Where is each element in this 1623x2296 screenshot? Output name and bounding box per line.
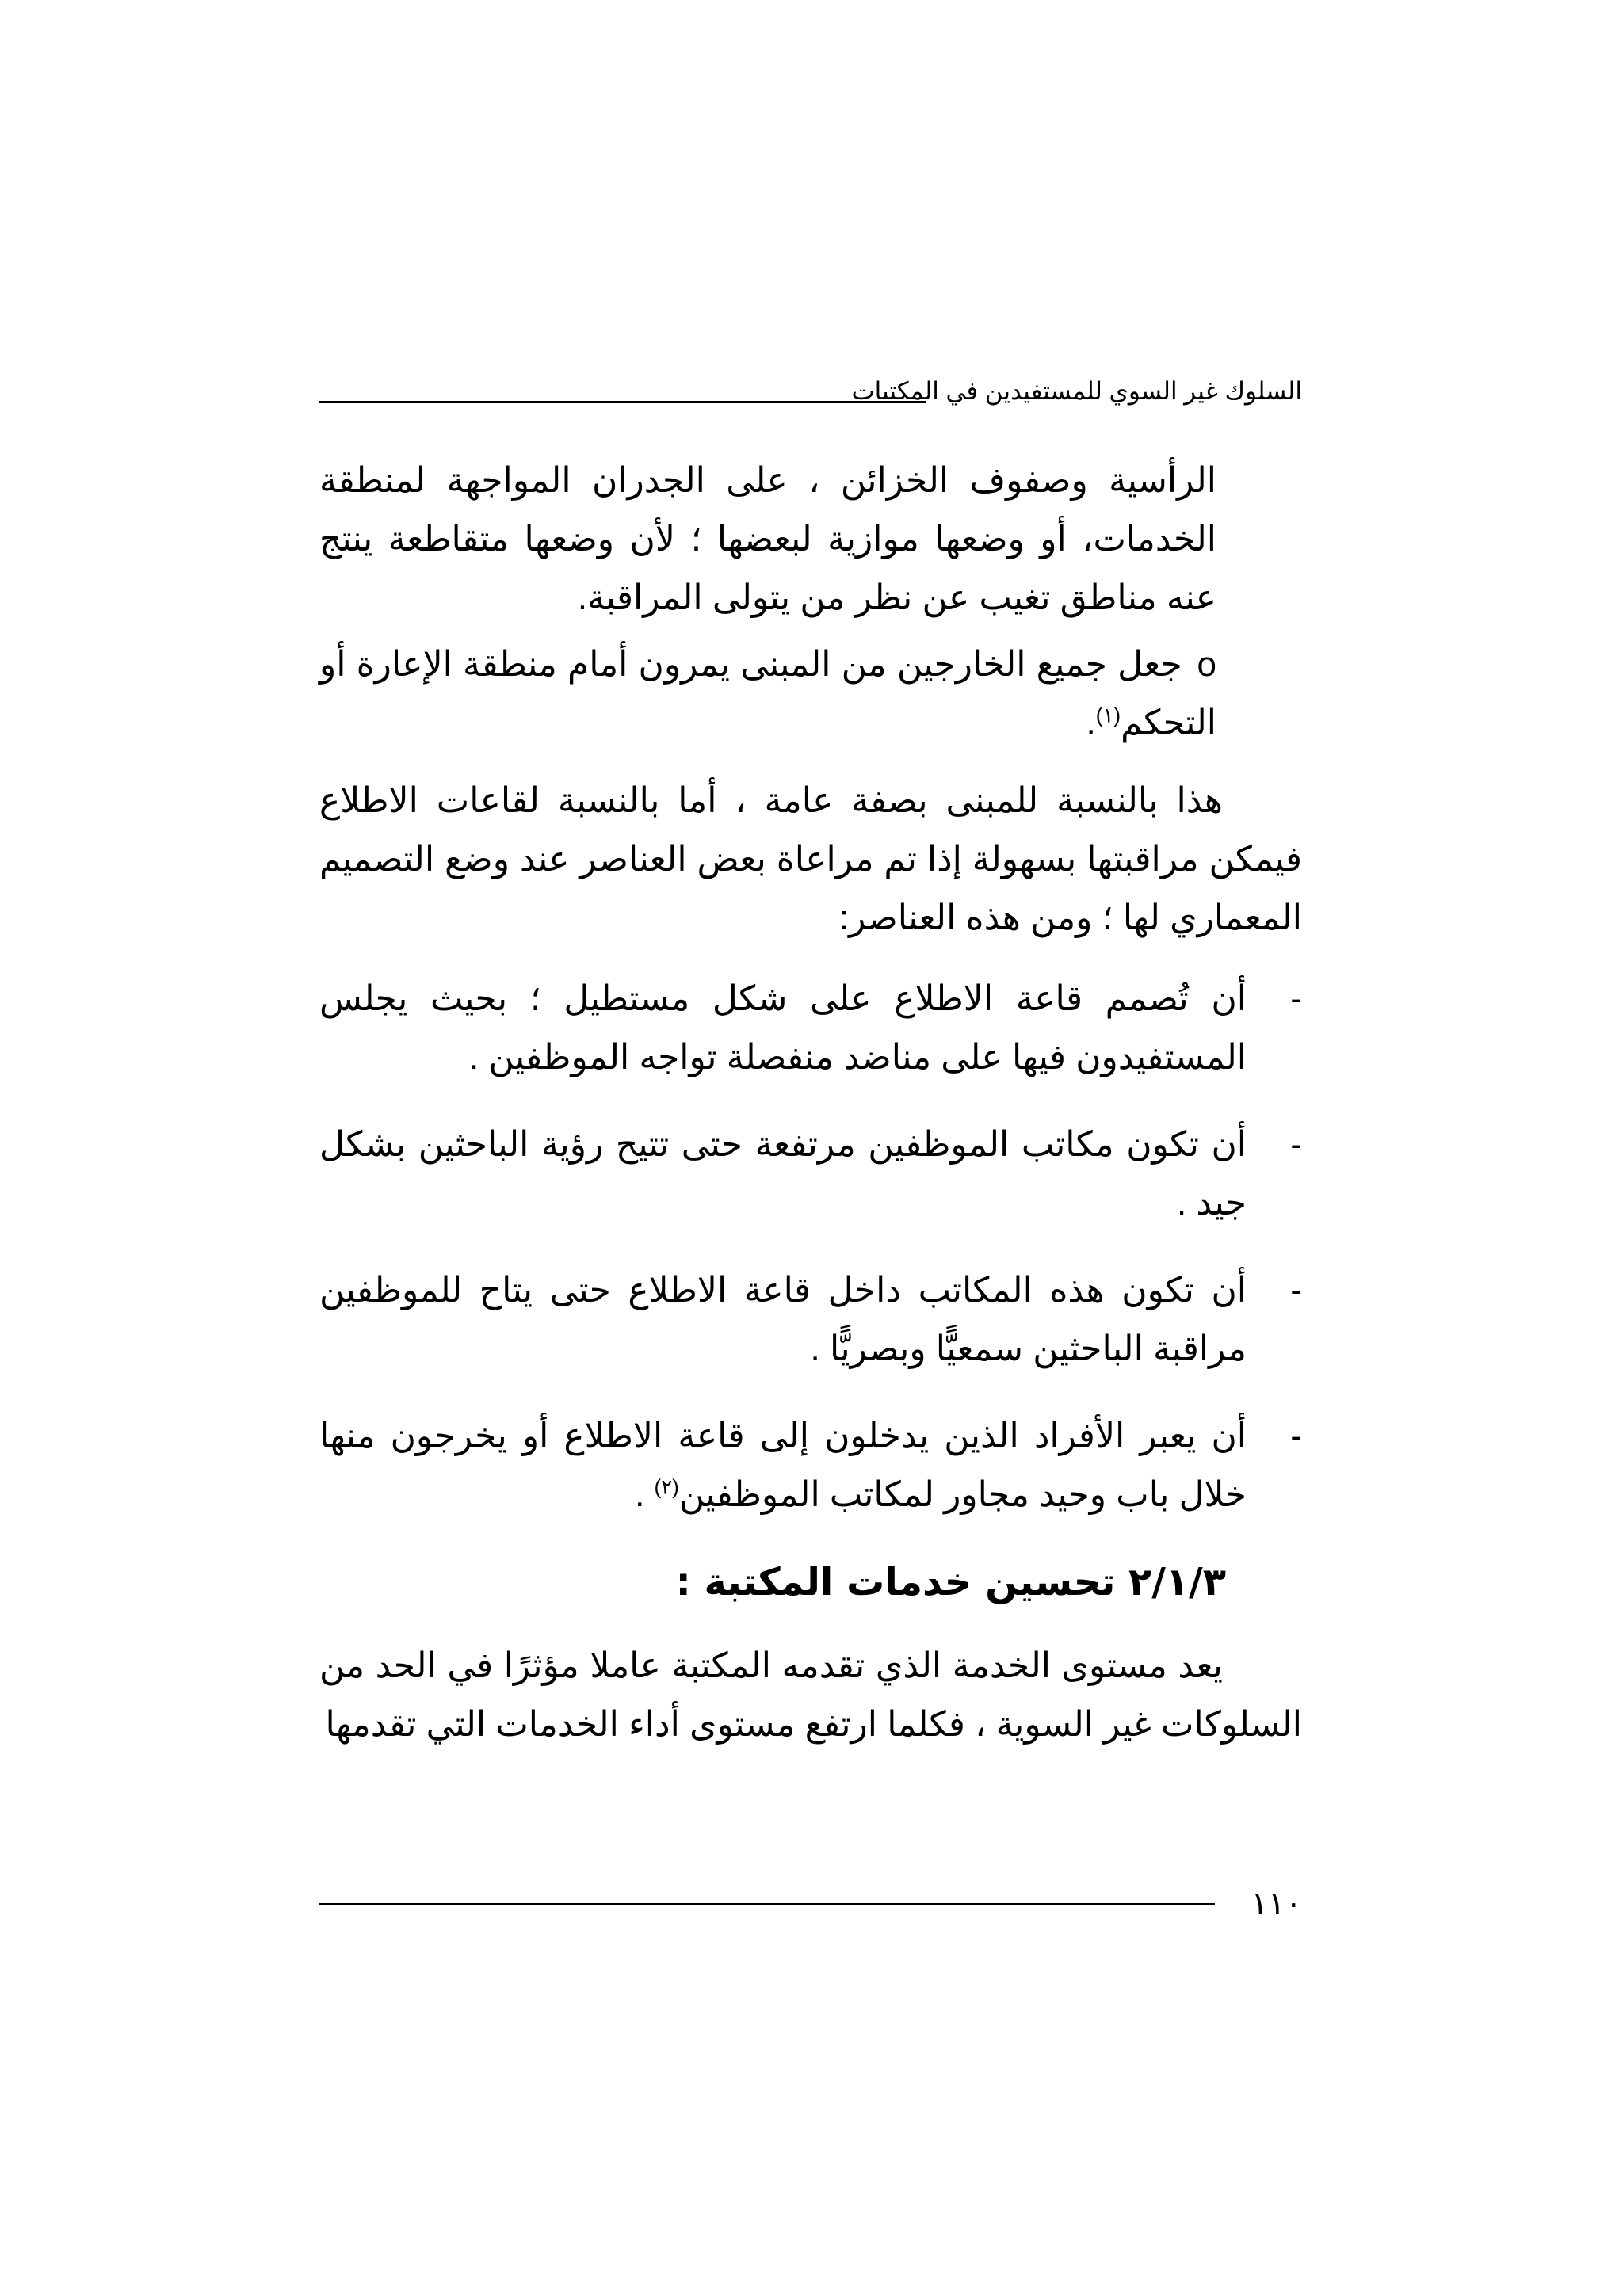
paragraph-reading-rooms: هذا بالنسبة للمبنى بصفة عامة ، أما بالنسبة لقاعات الاطلاع فيمكن مراقبتها بسهولة إذا تم مراعاة بعض العناصر عند وضع التصميم المعماري لها ؛ ومن هذه العناصر:: [319, 781, 1302, 937]
running-header-title: السلوك غير السوي للمستفيدين في المكتبات: [851, 377, 1302, 405]
footer-rule: [319, 1903, 1215, 1905]
list-item-text-with-footnote: [319, 1407, 1247, 1524]
list-item: [319, 1407, 1302, 1524]
section-heading: ٢/١/٣ تحسين خدمات المكتبة :: [675, 1560, 1226, 1604]
list-item-text: أن تكون مكاتب الموظفين مرتفعة حتى تتيح رؤية الباحثين بشكل جيد .: [319, 1125, 1247, 1222]
bullet-marker: o: [1197, 645, 1216, 684]
bullet-item: [319, 635, 1302, 753]
list-item-end: .: [635, 1475, 655, 1514]
list-item: [319, 1116, 1302, 1233]
continuation-paragraph: الرأسية وصفوف الخزائن ، على الجدران المواجهة لمنطقة الخدمات، أو وضعها موازية لبعضها ؛ لأن وضعها متقاطعة ينتج عنه مناطق تغيب عن نظر من يتولى المراقبة.: [319, 461, 1216, 617]
list-item-text: أن تكون هذه المكاتب داخل قاعة الاطلاع حتى يتاح للموظفين مراقبة الباحثين سمعيًّا وبصريًّا .: [319, 1271, 1247, 1368]
page-number: ١١٠: [1251, 1886, 1302, 1921]
list-item-text: أن يعبر الأفراد الذين يدخلون إلى قاعة الاطلاع أو يخرجون منها خلال باب وحيد مجاور لمكاتب الموظفين: [319, 1417, 1247, 1514]
paragraph-services: يعد مستوى الخدمة الذي تقدمه المكتبة عاملا مؤثرًا في الحد من السلوكات غير السوية ، فكلما ارتفع مستوى أداء الخدمات التي تقدمها: [319, 1646, 1302, 1744]
list-item: [319, 970, 1302, 1087]
bullet-end: .: [1086, 704, 1096, 742]
bullet-text: جعل جميع الخارجين من المبنى يمرون أمام منطقة الإعارة أو التحكم: [319, 645, 1216, 742]
footnote-ref-2: (٢): [654, 1474, 679, 1499]
list-item-text: أن تُصمم قاعة الاطلاع على شكل مستطيل ؛ بحيث يجلس المستفيدون فيها على مناضد منفصلة تواجه الموظفين .: [319, 979, 1247, 1077]
page-footer: [319, 1884, 1302, 1924]
header-rule: [319, 401, 926, 403]
list-item: [319, 1261, 1302, 1379]
list-dash: -: [1290, 1125, 1302, 1164]
footnote-ref-1: (١): [1095, 703, 1121, 727]
list-dash: -: [1290, 979, 1302, 1018]
list-dash: -: [1290, 1271, 1302, 1310]
list-dash: -: [1290, 1417, 1302, 1455]
main-content: [319, 452, 1302, 1776]
running-header: [319, 376, 1302, 407]
